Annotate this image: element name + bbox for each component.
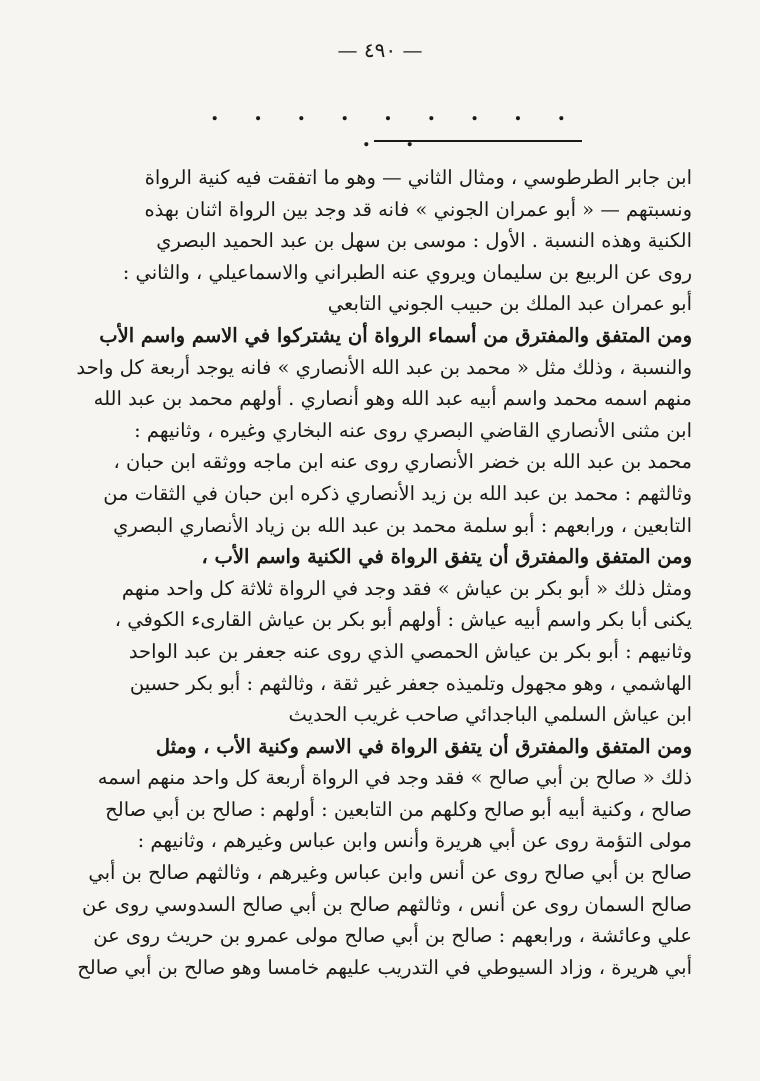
paragraph-3 [70, 541, 692, 731]
text-line: ابن جابر الطرطوسي ، ومثال الثاني — وهو ما اتفقت فيه كنية الرواة [144, 166, 692, 189]
text-line: يكنى أبا بكر واسم أبيه عياش : أولهم أبو بكر بن عياش القارىء الكوفي ، [114, 608, 692, 632]
text-line: ابن مثنى الأنصاري القاضي البصري روى عنه البخاري وغيره ، وثانيهم : [134, 418, 692, 442]
text-line: محمد بن عبد الله بن خضر الأنصاري روى عنه ابن ماجه ووثقه ابن حبان ، [113, 450, 692, 474]
text-line: وثالثهم : محمد بن عبد الله بن زيد الأنصاري ذكره ابن حبان في الثقات من [103, 481, 692, 505]
text-line: ومن المتفق والمفترق من أسماء الرواة أن يشتركوا في الاسم واسم الأب [99, 323, 692, 347]
paragraph-2 [70, 320, 692, 541]
text-line: روى عن الربيع بن سليمان ويروي عنه الطبراني والاسماعيلي ، والثاني : [122, 260, 692, 284]
text-line: صالح ، وكنية أبيه أبو صالح وكلهم من التابعين : أولهم : صالح بن أبي صالح [105, 797, 692, 821]
text-line: التابعين ، ورابعهم : أبو سلمة محمد بن عبد الله بن زياد الأنصاري البصري [113, 513, 692, 537]
text-line: مولى التؤمة روى عن أبي هريرة وأنس وابن عباس وغيرهم ، وثانيهم : [137, 829, 692, 853]
text-line: صالح بن أبي صالح روى عن أنس وابن عباس وغيرهم ، وثالثهم صالح بن أبي [88, 861, 692, 885]
text-line: ومثل ذلك « أبو بكر بن عياش » فقد وجد في الرواة ثلاثة كل واحد منهم [121, 576, 692, 600]
text-line: ومن المتفق والمفترق أن يتفق الرواة في الاسم وكنية الأب ، ومثل [155, 734, 692, 758]
page-number: — ٤٩٠ — [337, 38, 423, 62]
separator-dots: . . . . . . . . . . . [210, 100, 580, 152]
text-line: ابن عياش السلمي الباجدائي صاحب غريب الحديث [288, 703, 692, 727]
text-line: علي وعائشة ، ورابعهم : صالح بن أبي صالح مولى عمرو بن حريث روى عن [93, 924, 692, 948]
text-line: منهم اسمه محمد واسم أبيه عبد الله وهو أنصاري . أولهم محمد بن عبد الله [93, 387, 692, 411]
text-line: وثانيهم : أبو بكر بن عياش الحمصي الذي روى عنه جعفر بن عبد الواحد [128, 639, 692, 663]
text-line: ونسبتهم — « أبو عمران الجوني » فانه قد وجد بين الرواة اثنان بهذه [144, 197, 692, 221]
text-line: الهاشمي ، وهو مجهول وتلميذه جعفر غير ثقة ، وثالثهم : أبو بكر حسين [129, 671, 692, 695]
section-rule [374, 140, 582, 142]
paragraph-4 [70, 731, 692, 984]
text-line: الكنية وهذه النسبة . الأول : موسى بن سهل بن عبد الحميد البصري [156, 229, 692, 253]
body-text [70, 162, 692, 983]
paragraph-1 [70, 162, 692, 320]
text-line: ومن المتفق والمفترق أن يتفق الرواة في الكنية واسم الأب ، [201, 545, 692, 569]
text-line: أبي هريرة ، وزاد السيوطي في التدريب عليهم خامسا وهو صالح بن أبي صالح [77, 955, 692, 979]
text-line: والنسبة ، وذلك مثل « محمد بن عبد الله الأنصاري » فانه يوجد أربعة كل واحد [76, 355, 692, 379]
text-line: ذلك « صالح بن أبي صالح » فقد وجد في الرواة أربعة كل واحد منهم اسمه [97, 766, 692, 790]
text-line: صالح السمان روى عن أنس ، وثالثهم صالح بن أبي صالح السدوسي روى عن [81, 892, 692, 916]
text-line: أبو عمران عبد الملك بن حبيب الجوني التابعي [327, 292, 692, 316]
